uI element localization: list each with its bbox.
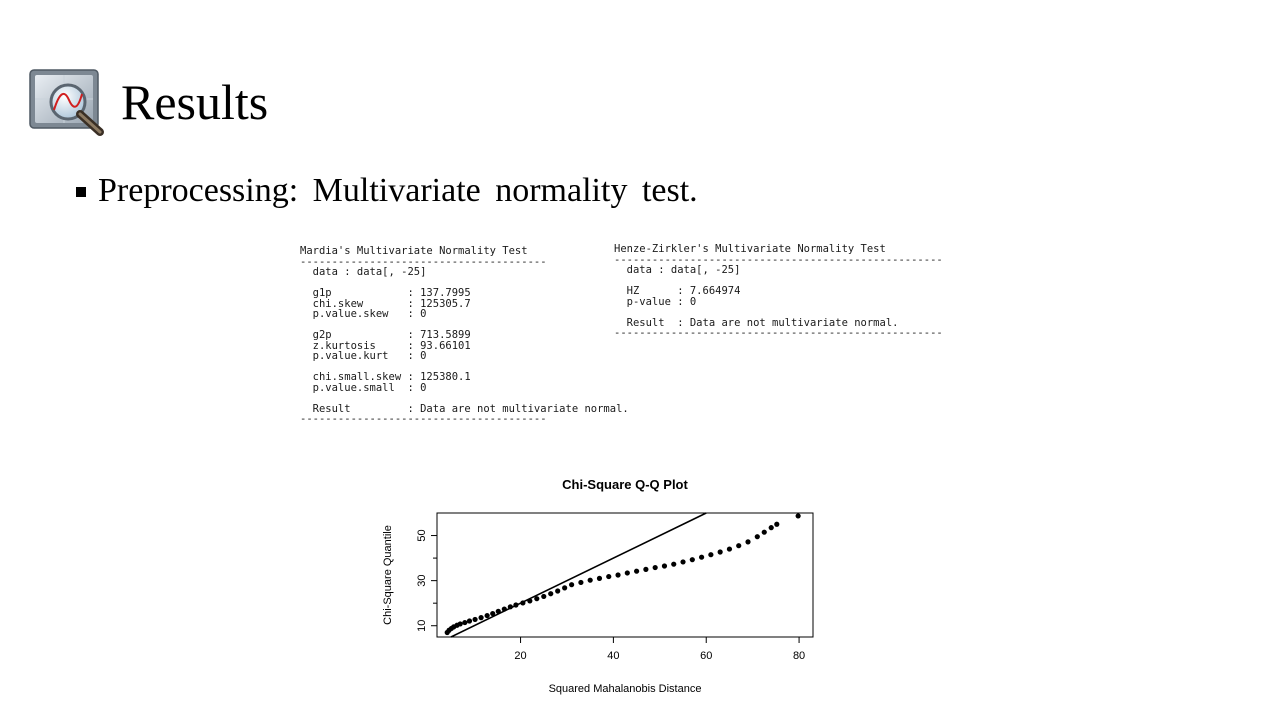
x-axis-ticks bbox=[514, 637, 805, 662]
data-point bbox=[762, 530, 767, 535]
slide-title: Results bbox=[121, 74, 269, 130]
data-point bbox=[643, 567, 648, 572]
data-point bbox=[736, 543, 741, 548]
henze-heading: Henze-Zirkler's Multivariate Normality Test bbox=[614, 243, 886, 255]
console-line: p.value.small : 0 bbox=[300, 381, 427, 394]
data-point bbox=[478, 615, 483, 620]
x-axis-label: Squared Mahalanobis Distance bbox=[548, 683, 702, 695]
console-line: g2p : 713.5899 bbox=[300, 329, 471, 341]
data-point bbox=[615, 572, 620, 577]
data-point bbox=[490, 611, 495, 616]
reference-line-layer bbox=[451, 513, 706, 637]
qq-plot bbox=[370, 474, 830, 700]
console-line: ---------------------------------------------------- bbox=[614, 253, 943, 266]
console-line: --------------------------------------- bbox=[300, 255, 547, 268]
console-line: data : data[, -25] bbox=[614, 264, 741, 276]
data-point bbox=[508, 604, 513, 609]
console-line: --------------------------------------- bbox=[300, 413, 547, 425]
data-point bbox=[534, 596, 539, 601]
data-point bbox=[634, 569, 639, 574]
mardia-test-output bbox=[300, 246, 629, 425]
data-point bbox=[458, 621, 463, 626]
data-point bbox=[625, 570, 630, 575]
console-line: chi.skew : 125305.7 bbox=[300, 297, 471, 310]
data-point bbox=[718, 549, 723, 554]
console-line: p-value : 0 bbox=[614, 295, 697, 308]
data-point bbox=[562, 585, 567, 590]
data-point bbox=[606, 574, 611, 579]
data-point bbox=[485, 613, 490, 618]
data-point bbox=[769, 525, 774, 530]
data-point bbox=[597, 576, 602, 581]
data-point bbox=[520, 600, 525, 605]
y-axis-label: Chi-Square Quantile bbox=[382, 525, 394, 625]
data-point bbox=[555, 588, 560, 593]
y-tick-label: 30 bbox=[416, 574, 428, 587]
chart-title: Chi-Square Q-Q Plot bbox=[562, 477, 688, 492]
data-point bbox=[527, 598, 532, 603]
console-line: p.value.kurt : 0 bbox=[300, 350, 427, 362]
console-line: data : data[, -25] bbox=[300, 266, 427, 278]
data-point bbox=[708, 552, 713, 557]
square-bullet-icon bbox=[76, 187, 86, 197]
data-point bbox=[774, 522, 779, 527]
y-tick-label: 50 bbox=[416, 529, 428, 542]
data-point bbox=[467, 618, 472, 623]
qq-plot-svg bbox=[370, 474, 830, 700]
reference-line bbox=[451, 513, 706, 637]
data-point bbox=[653, 565, 658, 570]
console-line: Result : Data are not multivariate normal. bbox=[614, 316, 899, 329]
data-point bbox=[745, 539, 750, 544]
bullet-text: Preprocessing: Multivariate normality test. bbox=[98, 172, 698, 209]
y-tick-label: 10 bbox=[416, 619, 428, 632]
y-axis-ticks bbox=[416, 529, 437, 631]
data-point bbox=[671, 562, 676, 567]
data-point bbox=[588, 578, 593, 583]
mardia-heading: Mardia's Multivariate Normality Test bbox=[300, 245, 528, 257]
data-point bbox=[496, 609, 501, 614]
data-point bbox=[690, 557, 695, 562]
data-point bbox=[578, 580, 583, 585]
data-point bbox=[662, 563, 667, 568]
data-point bbox=[796, 513, 801, 518]
console-line: ---------------------------------------------------- bbox=[614, 327, 943, 339]
x-tick-label: 80 bbox=[792, 650, 806, 662]
x-tick-label: 60 bbox=[700, 650, 713, 662]
x-tick-label: 20 bbox=[514, 650, 527, 662]
x-tick-label: 40 bbox=[607, 650, 620, 662]
data-point bbox=[755, 534, 760, 539]
data-points bbox=[445, 513, 801, 635]
data-point bbox=[727, 546, 732, 551]
console-line: chi.small.skew : 125380.1 bbox=[300, 371, 471, 383]
console-line: HZ : 7.664974 bbox=[614, 285, 741, 297]
plot-frame bbox=[437, 513, 813, 637]
data-point bbox=[541, 594, 546, 599]
data-point bbox=[472, 617, 477, 622]
console-line: g1p : 137.7995 bbox=[300, 287, 471, 299]
data-point bbox=[699, 555, 704, 560]
data-point bbox=[513, 602, 518, 607]
data-point bbox=[569, 582, 574, 587]
data-point bbox=[548, 591, 553, 596]
data-point bbox=[462, 620, 467, 625]
magnifier-monitor-icon bbox=[28, 66, 112, 138]
console-line: p.value.skew : 0 bbox=[300, 308, 427, 320]
data-point bbox=[502, 606, 507, 611]
bullet-item bbox=[76, 168, 698, 214]
data-point bbox=[680, 559, 685, 564]
console-line: Result : Data are not multivariate normal. bbox=[300, 402, 629, 415]
console-line: z.kurtosis : 93.66101 bbox=[300, 339, 471, 352]
henze-zirkler-test-output bbox=[614, 244, 943, 339]
